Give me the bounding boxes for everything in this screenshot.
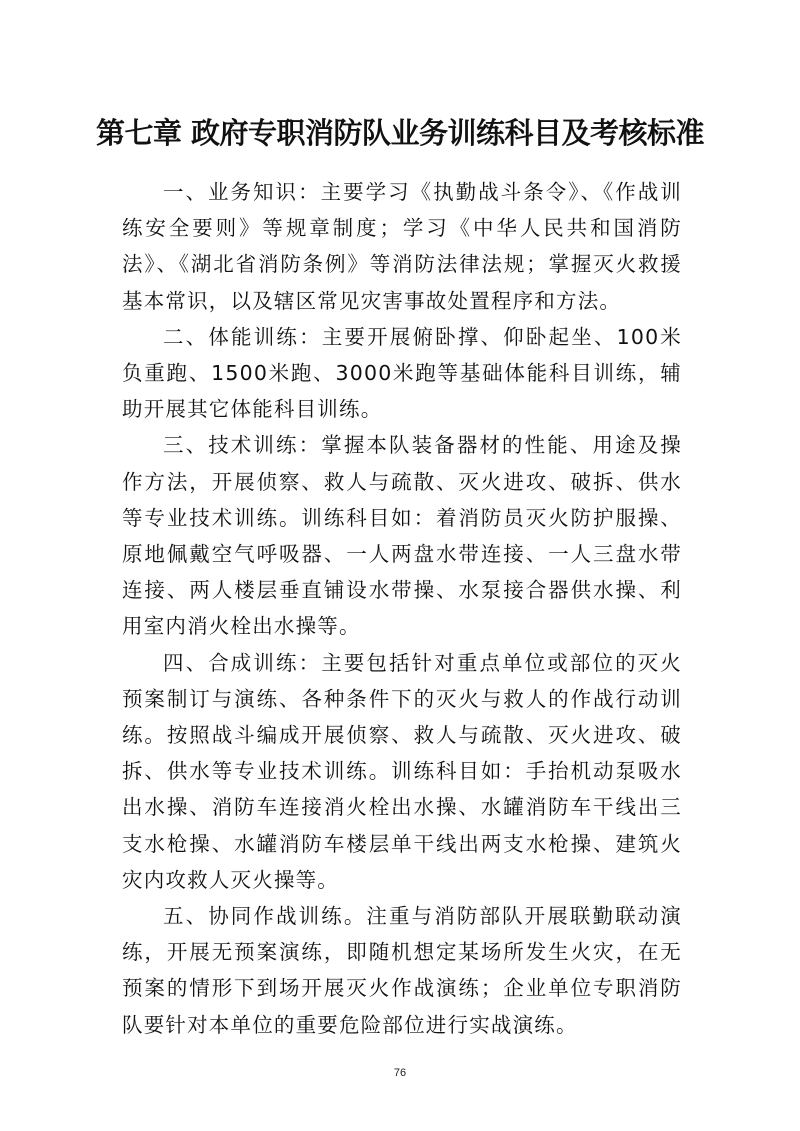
paragraph-combined-training: 四、合成训练：主要包括针对重点单位或部位的灭火预案制订与演练、各种条件下的灭火与救人的作战行动训练。按照战斗编成开展侦察、救人与疏散、灭火进攻、破拆、供水等专业技术训练。训练科目如：手抬机动泵吸水出水操、消防车连接消火栓出水操、水罐消防车干线出三支水枪操、水罐消防车楼层单干线出两支水枪操、建筑火灾内攻救人灭火操等。 — [122, 650, 682, 892]
paragraph-technical-training: 三、技术训练：掌握本队装备器材的性能、用途及操作方法，开展侦察、救人与疏散、灭火进攻、破拆、供水等专业技术训练。训练科目如：着消防员灭火防护服操、原地佩戴空气呼吸器、一人两盘水带连接、一人三盘水带连接、两人楼层垂直铺设水带操、水泵接合器供水操、利用室内消火栓出水操等。 — [122, 433, 682, 639]
paragraph-physical-training: 二、体能训练：主要开展俯卧撑、仰卧起坐、100米负重跑、1500米跑、3000米跑等基础体能科目训练，辅助开展其它体能科目训练。 — [122, 324, 682, 422]
page-number: 76 — [393, 1067, 407, 1079]
paragraph-coordinated-operations-training: 五、协同作战训练。注重与消防部队开展联勤联动演练，开展无预案演练，即随机想定某场所发生火灾，在无预案的情形下到场开展灭火作战演练；企业单位专职消防队要针对本单位的重要危险部位进行实战演练。 — [122, 904, 682, 1037]
chapter-body — [122, 174, 682, 1043]
chapter-title: 第七章 政府专职消防队业务训练科目及考核标准 — [95, 116, 705, 151]
paragraph-business-knowledge: 一、业务知识：主要学习《执勤战斗条令》、《作战训练安全要则》等规章制度；学习《中华人民共和国消防法》、《湖北省消防条例》等消防法律法规；掌握灭火救援基本常识，以及辖区常见灾害事故处置程序和方法。 — [122, 180, 682, 313]
